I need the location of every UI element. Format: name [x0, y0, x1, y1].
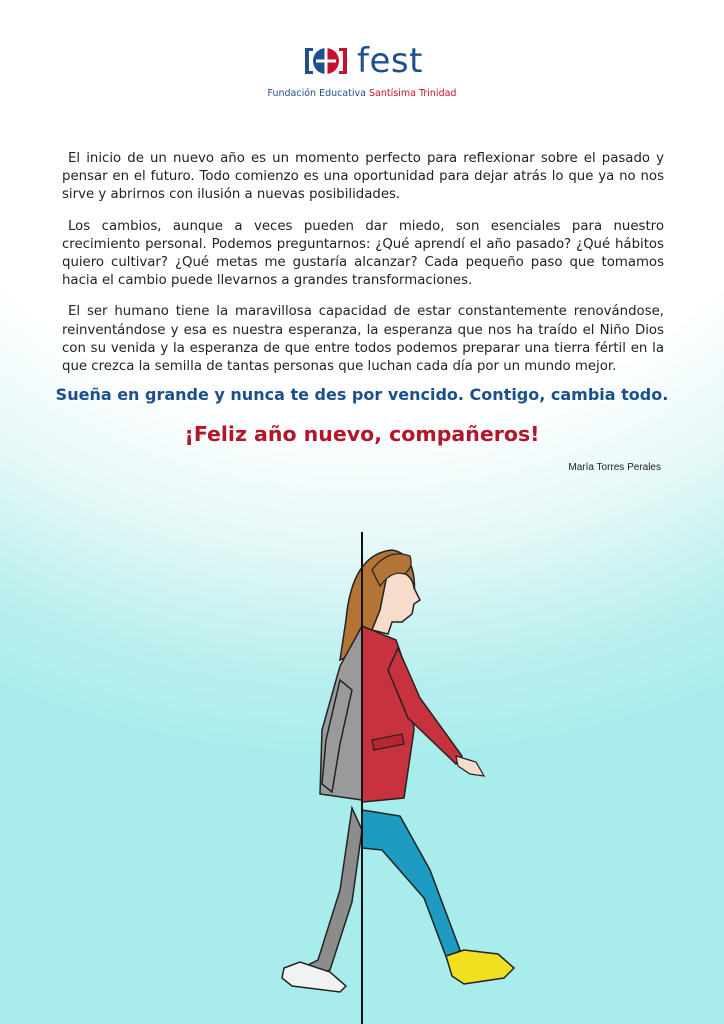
- walking-woman-illustration: [0, 530, 724, 1024]
- front-shoe: [446, 950, 514, 984]
- back-leg: [298, 808, 362, 978]
- hand: [456, 756, 484, 776]
- paragraph-3: El ser humano tiene la maravillosa capacidad de estar constantemente renovándose, reinventándose y esa es nuestra esperanza, la esperanza que nos ha traído el Niño Dios con su venida y la esperanza de que entre todos podemos preparar una tierra fértil en la que crezca la semilla de tantas personas que luchan cada día por un mundo mejor.: [62, 304, 664, 375]
- motto: Sueña en grande y nunca te des por vencido. Contigo, cambia todo.: [55, 385, 669, 404]
- paragraph-2: Los cambios, aunque a veces pueden dar miedo, son esenciales para nuestro crecimiento personal. Podemos preguntarnos: ¿Qué aprendí el año pasado? ¿Qué hábitos quiero cultivar? ¿Qué metas me gustaría alcanzar? Cada pequeño paso que tomamos hacia el cambio puede llevarnos a grandes transformaciones.: [62, 218, 664, 289]
- signature: María Torres Perales: [568, 462, 661, 473]
- logo-wordmark: fest: [357, 41, 423, 81]
- logo-subtitle-part2: Santísima Trinidad: [369, 88, 457, 99]
- logo-subtitle-part1: Fundación Educativa: [267, 88, 366, 99]
- body-text: [62, 150, 664, 389]
- logo-subtitle: [0, 88, 724, 99]
- front-leg: [362, 810, 460, 962]
- fest-emblem-icon: [301, 45, 351, 77]
- paragraph-1: El inicio de un nuevo año es un momento perfecto para reflexionar sobre el pasado y pensar en el futuro. Todo comienzo es una oportunidad para dejar atrás lo que ya no nos sirve y abrirnos con ilusión a nuevas posibilidades.: [62, 151, 664, 203]
- logo: [0, 41, 724, 99]
- greeting: ¡Feliz año nuevo, compañeros!: [184, 422, 540, 446]
- back-shoe: [282, 962, 346, 992]
